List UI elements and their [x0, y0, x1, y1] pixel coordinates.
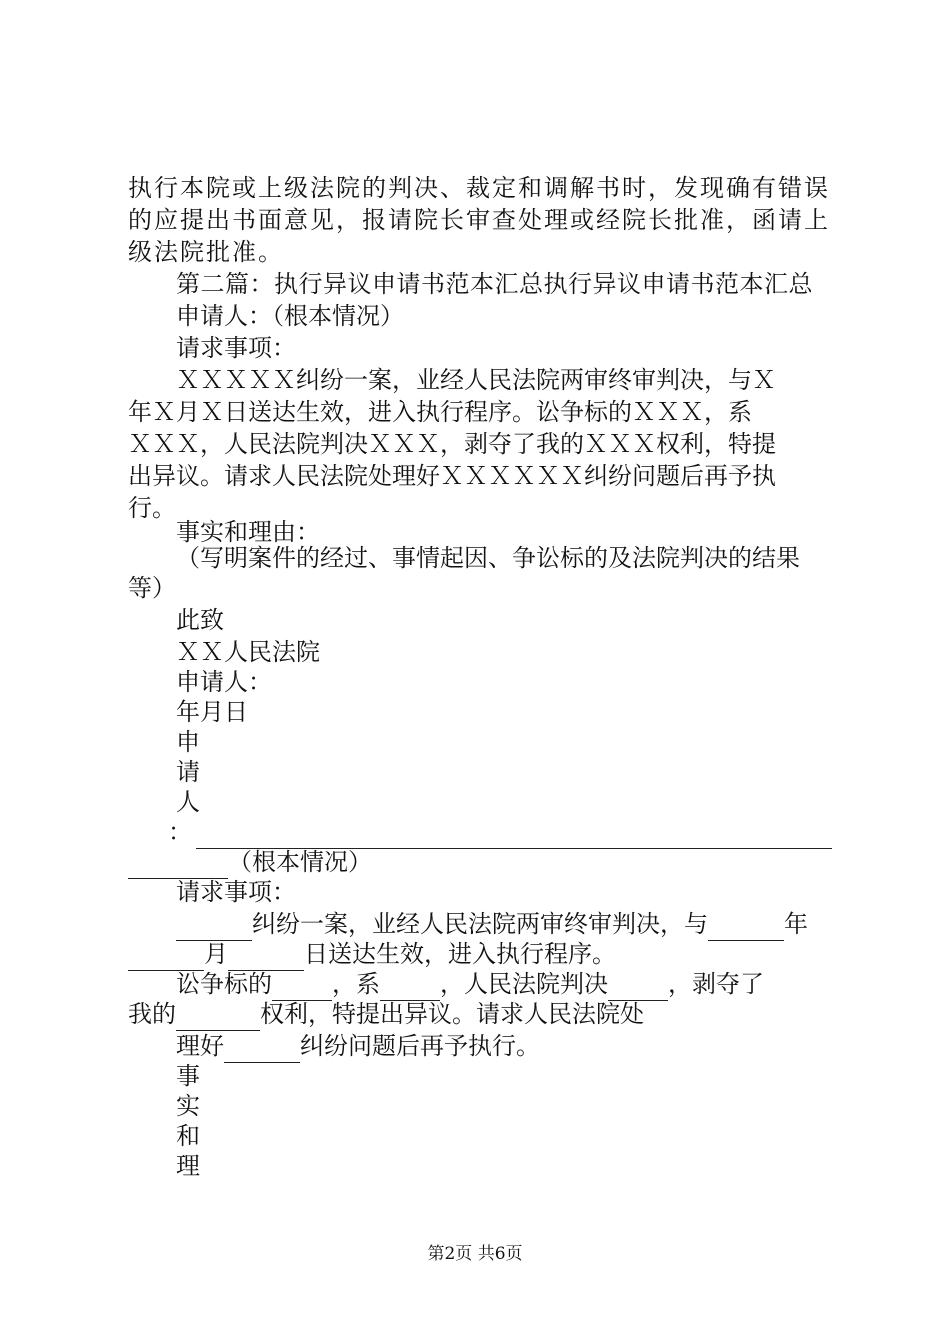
text: 纠纷一案，业经人民法院两审终审判决，与 — [252, 910, 708, 938]
blank-underline — [272, 968, 332, 1001]
paragraph-line — [128, 938, 848, 971]
paragraph-line: 年Ｘ月Ｘ日送达生效，进入执行程序。讼争标的ＸＸＸ，系 — [128, 398, 752, 426]
paragraph-line — [176, 908, 896, 941]
text: ，剥夺了 — [668, 970, 764, 998]
paragraph-line: ＸＸＸ，人民法院判决ＸＸＸ，剥夺了我的ＸＸＸ权利，特提 — [128, 430, 776, 458]
paragraph-line: 此致 — [176, 606, 224, 634]
paragraph-line: 等） — [128, 574, 176, 602]
blank-underline — [224, 1030, 300, 1063]
text: 日送达生效，进入执行程序。 — [304, 940, 616, 968]
paragraph-line: 申 — [176, 728, 200, 756]
text: 权利，特提出异议。请求人民法院处 — [260, 1000, 644, 1028]
paragraph-line: 请 — [176, 758, 200, 786]
text: ，系 — [332, 970, 380, 998]
blank-underline — [708, 908, 784, 941]
paragraph-line: 申请人：（根本情况） — [176, 302, 404, 330]
blank-underline — [128, 938, 204, 971]
blank-underline — [380, 968, 440, 1001]
text: 理好 — [176, 1032, 224, 1060]
paragraph-line: ＸＸＸＸＸ纠纷一案，业经人民法院两审终审判决，与Ｘ — [176, 366, 776, 394]
paragraph-line: 行。 — [128, 494, 176, 522]
paragraph-line: 事 — [176, 1062, 200, 1090]
text: 讼争标的 — [176, 970, 272, 998]
paragraph-line: 执行本院或上级法院的判决、裁定和调解书时，发现确有错误 — [128, 174, 830, 202]
blank-underline — [608, 968, 668, 1001]
text: 月 — [204, 940, 228, 968]
text: 年 — [784, 910, 808, 938]
paragraph-line: 出异议。请求人民法院处理好ＸＸＸＸＸＸ纠纷问题后再予执 — [128, 462, 776, 490]
paragraph-line — [176, 968, 896, 1001]
blank-underline — [176, 908, 252, 941]
blank-underline — [176, 998, 260, 1031]
paragraph-line: 请求事项： — [176, 878, 296, 906]
paragraph-line: 和 — [176, 1122, 200, 1150]
paragraph-line: 请求事项： — [176, 334, 296, 362]
paragraph-line: 年月日 — [176, 698, 248, 726]
paragraph-line: 理 — [176, 1152, 200, 1180]
applicant-line-tail — [128, 846, 848, 879]
paragraph-line: ＸＸ人民法院 — [176, 638, 320, 666]
paragraph-line: 实 — [176, 1092, 200, 1120]
paragraph-line: 申请人： — [176, 668, 272, 696]
text: ，人民法院判决 — [440, 970, 608, 998]
text: 我的 — [128, 1000, 176, 1028]
colon: ： — [168, 818, 192, 846]
applicant-line — [168, 816, 888, 849]
text: 纠纷问题后再予执行。 — [300, 1032, 540, 1060]
page-number: 第2页 共6页 — [427, 1244, 523, 1264]
blank-underline — [196, 816, 832, 849]
blank-underline — [228, 938, 304, 971]
blank-underline — [128, 846, 228, 879]
text: （根本情况） — [228, 848, 372, 876]
section-title: 第二篇：执行异议申请书范本汇总执行异议申请书范本汇总 — [176, 270, 813, 298]
paragraph-line: 的应提出书面意见，报请院长审查处理或经院长批准，函请上 — [128, 206, 830, 234]
paragraph-line: 事实和理由： — [176, 518, 320, 546]
paragraph-line — [176, 1030, 896, 1063]
paragraph-line: （写明案件的经过、事情起因、争讼标的及法院判决的结果 — [176, 544, 800, 572]
paragraph-line: 人 — [176, 788, 200, 816]
paragraph-line: 级法院批准。 — [128, 238, 284, 266]
paragraph-line — [128, 998, 848, 1031]
